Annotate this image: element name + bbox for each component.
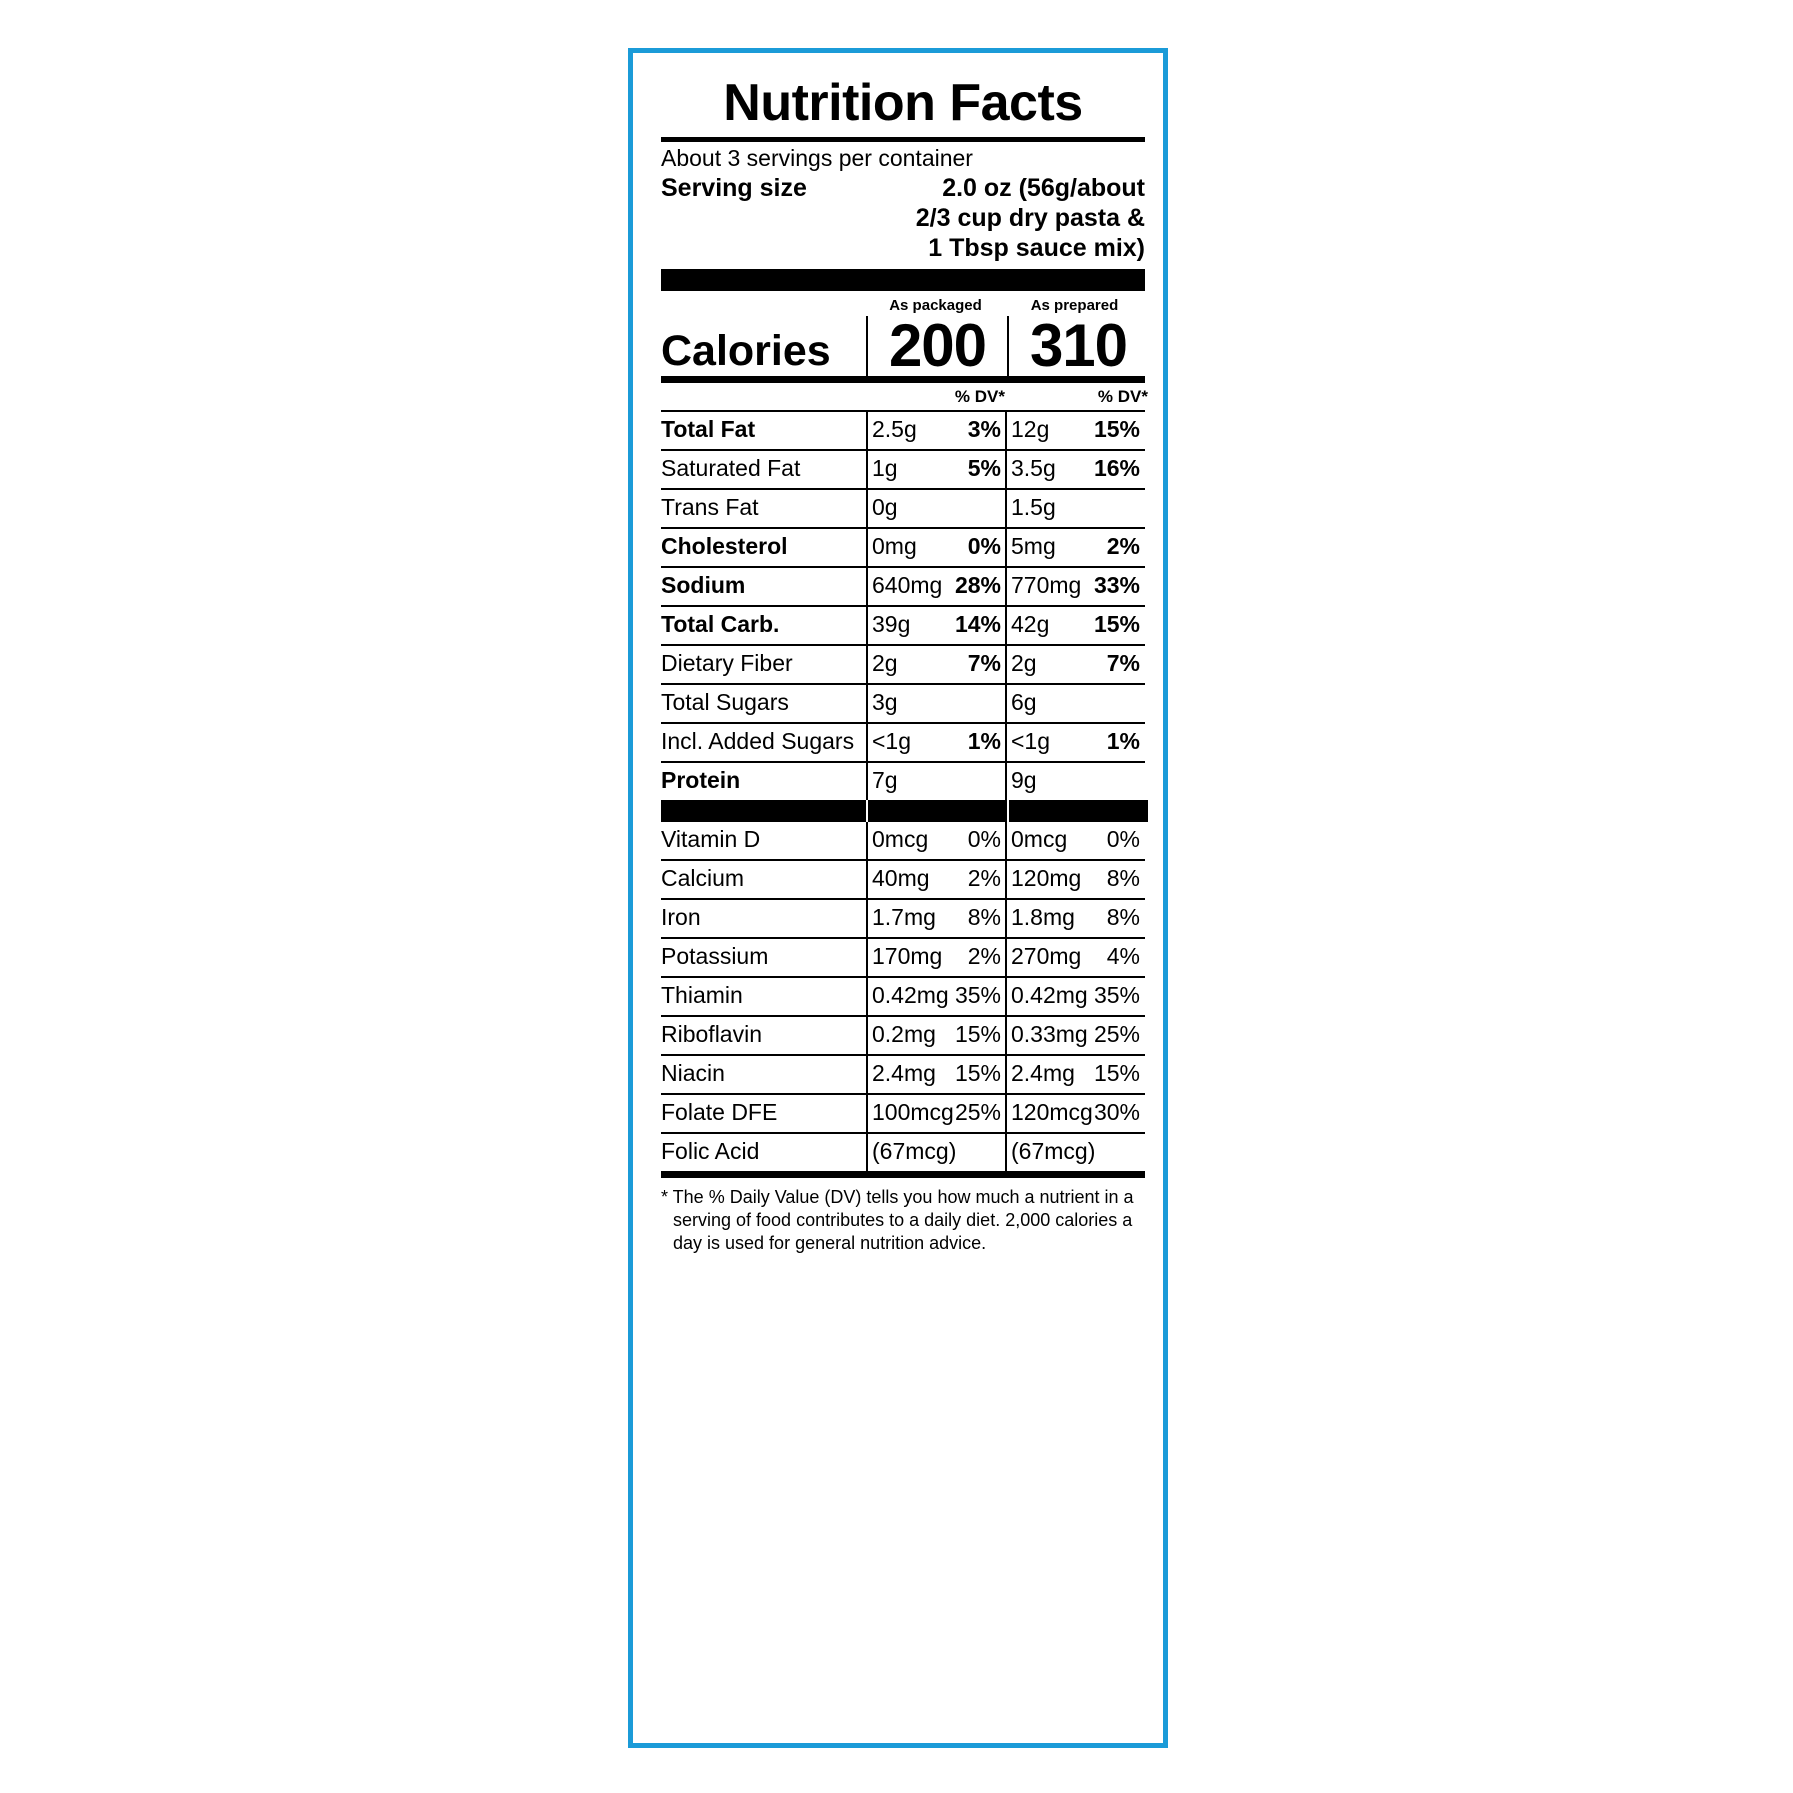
serving-divider-thick <box>661 269 1145 291</box>
nutrient-cell-as-packaged <box>866 1017 1005 1054</box>
nutrient-name: Thiamin <box>661 981 743 1008</box>
nutrient-daily-value: 5% <box>967 454 1001 481</box>
nutrient-name: Sodium <box>661 571 746 598</box>
nutrient-amount: 0mg <box>872 532 917 559</box>
nutrient-name: Total Sugars <box>661 688 789 715</box>
nutrient-amount: 0g <box>872 493 898 520</box>
nutrient-daily-value: 15% <box>1093 415 1140 442</box>
nutrient-amount: 2.4mg <box>872 1059 936 1086</box>
nutrient-amount: 0mcg <box>1011 825 1068 852</box>
nutrient-name: Iron <box>661 903 701 930</box>
nutrient-amount: 2.5g <box>872 415 917 442</box>
nutrient-amount: 1.8mg <box>1011 903 1075 930</box>
table-row <box>661 644 1145 683</box>
nutrient-cell-as-prepared <box>1005 568 1144 605</box>
nutrient-amount: 1g <box>872 454 898 481</box>
nutrient-cell-as-prepared <box>1005 763 1144 800</box>
nutrient-name: Folic Acid <box>661 1137 760 1164</box>
servings-per-container: About 3 servings per container <box>661 145 973 171</box>
table-row <box>661 761 1145 800</box>
nutrient-amount: 0.33mg <box>1011 1020 1088 1047</box>
nutrient-daily-value: 2% <box>967 942 1001 969</box>
nutrient-name: Niacin <box>661 1059 725 1086</box>
serving-size-value-line1: 2.0 oz (56g/about <box>942 173 1145 202</box>
nutrient-cell-as-packaged <box>866 1134 1005 1171</box>
nutrient-daily-value: 1% <box>1106 727 1140 754</box>
nutrient-daily-value: 35% <box>1093 981 1140 1008</box>
nutrient-amount: 120mcg <box>1011 1098 1093 1125</box>
table-row <box>661 822 1145 859</box>
nutrient-daily-value: 4% <box>1106 942 1140 969</box>
table-row <box>661 683 1145 722</box>
nutrient-daily-value: 25% <box>1093 1020 1140 1047</box>
nutrient-amount: 2.4mg <box>1011 1059 1075 1086</box>
table-row <box>661 449 1145 488</box>
nutrient-cell-as-packaged <box>866 900 1005 937</box>
nutrient-cell-as-packaged <box>866 607 1005 644</box>
table-row <box>661 898 1145 937</box>
nutrient-daily-value: 14% <box>954 610 1001 637</box>
nutrient-amount: 2g <box>1011 649 1037 676</box>
nutrient-name: Cholesterol <box>661 532 788 559</box>
table-row <box>661 1054 1145 1093</box>
table-row <box>661 527 1145 566</box>
nutrient-cell-as-prepared <box>1005 685 1144 722</box>
nutrient-name: Vitamin D <box>661 825 761 852</box>
table-row <box>661 488 1145 527</box>
table-row <box>661 605 1145 644</box>
nutrient-amount: 40mg <box>872 864 930 891</box>
calories-label: Calories <box>661 326 831 375</box>
nutrient-cell-as-prepared <box>1005 451 1144 488</box>
nutrient-cell-as-prepared <box>1005 900 1144 937</box>
nutrient-cell-as-packaged <box>866 490 1005 527</box>
nutrient-daily-value: 15% <box>954 1059 1001 1086</box>
nutrient-cell-as-prepared <box>1005 412 1144 449</box>
table-row <box>661 1015 1145 1054</box>
nutrient-name: Trans Fat <box>661 493 759 520</box>
nutrient-name: Total Fat <box>661 415 756 442</box>
nutrient-cell-as-prepared <box>1005 978 1144 1015</box>
nutrient-daily-value: 1% <box>967 727 1001 754</box>
nutrient-daily-value: 8% <box>967 903 1001 930</box>
nutrient-name: Protein <box>661 766 741 793</box>
column-header-as-prepared: As prepared <box>1030 296 1119 314</box>
nutrient-amount: 42g <box>1011 610 1050 637</box>
nutrient-amount: <1g <box>872 727 912 754</box>
nutrient-amount: 6g <box>1011 688 1037 715</box>
footnote-divider <box>661 1171 1145 1178</box>
nutrient-cell-as-packaged <box>866 724 1005 761</box>
table-row <box>661 722 1145 761</box>
nutrient-cell-as-prepared <box>1005 1017 1144 1054</box>
nutrient-daily-value: 0% <box>1106 825 1140 852</box>
nutrient-name: Riboflavin <box>661 1020 762 1047</box>
nutrient-cell-as-packaged <box>866 763 1005 800</box>
nutrition-facts-label <box>661 71 1148 1255</box>
nutrient-daily-value: 30% <box>1093 1098 1140 1125</box>
nutrient-name: Potassium <box>661 942 769 969</box>
nutrient-daily-value: 28% <box>954 571 1001 598</box>
nutrient-cell-as-prepared <box>1005 1056 1144 1093</box>
nutrient-cell-as-packaged <box>866 1056 1005 1093</box>
serving-size-value-line3: 1 Tbsp sauce mix) <box>928 233 1145 262</box>
nutrient-amount: 0.2mg <box>872 1020 936 1047</box>
nutrient-cell-as-packaged <box>866 939 1005 976</box>
nutrient-amount: 12g <box>1011 415 1050 442</box>
divider-mid-segment <box>866 800 1007 822</box>
nutrient-daily-value: 7% <box>1106 649 1140 676</box>
nutrient-name: Saturated Fat <box>661 454 801 481</box>
dv-header-as-packaged: % DV* <box>954 386 1005 406</box>
table-row <box>661 410 1145 449</box>
table-row <box>661 937 1145 976</box>
dv-header-as-prepared: % DV* <box>1097 386 1148 406</box>
serving-size-value <box>916 173 1145 263</box>
nutrient-amount: (67mcg) <box>1011 1137 1096 1164</box>
nutrient-amount: 39g <box>872 610 911 637</box>
nutrient-amount: 7g <box>872 766 898 793</box>
nutrient-amount: 170mg <box>872 942 943 969</box>
table-row <box>661 976 1145 1015</box>
nutrient-daily-value: 2% <box>967 864 1001 891</box>
nutrient-daily-value: 15% <box>1093 610 1140 637</box>
nutrient-cell-as-packaged <box>866 412 1005 449</box>
vitamin-rows <box>661 822 1145 1171</box>
nutrient-daily-value: 2% <box>1106 532 1140 559</box>
nutrient-amount: 3.5g <box>1011 454 1056 481</box>
nutrient-daily-value: 0% <box>967 825 1001 852</box>
nutrient-name: Dietary Fiber <box>661 649 793 676</box>
nutrient-cell-as-packaged <box>866 451 1005 488</box>
nutrient-daily-value: 8% <box>1106 903 1140 930</box>
serving-size-label: Serving size <box>661 173 807 202</box>
nutrient-cell-as-prepared <box>1005 490 1144 527</box>
nutrient-name: Total Carb. <box>661 610 780 637</box>
nutrient-amount: 0.42mg <box>1011 981 1088 1008</box>
nutrient-daily-value: 8% <box>1106 864 1140 891</box>
nutrient-amount: 0.42mg <box>872 981 949 1008</box>
nutrient-daily-value: 25% <box>954 1098 1001 1125</box>
nutrient-cell-as-packaged <box>866 529 1005 566</box>
dv-header-spacer <box>661 387 866 407</box>
nutrient-amount: 0mcg <box>872 825 929 852</box>
nutrient-name: Folate DFE <box>661 1098 778 1125</box>
nutrient-cell-as-prepared <box>1005 939 1144 976</box>
calories-as-packaged-value: 200 <box>866 316 1007 376</box>
nutrient-daily-value: 16% <box>1093 454 1140 481</box>
nutrients-divider-thick <box>661 800 1145 822</box>
nutrient-cell-as-prepared <box>1005 1095 1144 1132</box>
nutrient-daily-value: 33% <box>1093 571 1140 598</box>
nutrient-cell-as-prepared <box>1005 646 1144 683</box>
nutrient-amount: 120mg <box>1011 864 1082 891</box>
nutrient-daily-value: 3% <box>967 415 1001 442</box>
divider-right-segment <box>1007 800 1148 822</box>
column-header-spacer <box>661 297 866 314</box>
nutrient-cell-as-prepared <box>1005 529 1144 566</box>
nutrient-name: Calcium <box>661 864 745 891</box>
nutrient-cell-as-packaged <box>866 568 1005 605</box>
column-header-as-packaged: As packaged <box>889 296 982 314</box>
nutrient-cell-as-packaged <box>866 646 1005 683</box>
nutrient-cell-as-packaged <box>866 822 1005 859</box>
nutrient-daily-value: 0% <box>967 532 1001 559</box>
nutrient-cell-as-prepared <box>1005 1134 1144 1171</box>
nutrient-cell-as-packaged <box>866 1095 1005 1132</box>
nutrient-cell-as-prepared <box>1005 822 1144 859</box>
column-headers <box>661 291 1145 314</box>
nutrient-amount: 3g <box>872 688 898 715</box>
nutrient-amount: 9g <box>1011 766 1037 793</box>
nutrition-label-panel <box>628 48 1168 1748</box>
table-row <box>661 566 1145 605</box>
nutrient-amount: 5mg <box>1011 532 1056 559</box>
serving-size-value-line2: 2/3 cup dry pasta & <box>915 203 1145 232</box>
calories-row <box>661 311 1145 379</box>
calories-as-prepared-value: 310 <box>1007 316 1148 376</box>
nutrient-amount: 770mg <box>1011 571 1082 598</box>
nutrient-amount: 1.5g <box>1011 493 1056 520</box>
nutrient-amount: 270mg <box>1011 942 1082 969</box>
nutrient-daily-value: 15% <box>1093 1059 1140 1086</box>
nutrient-amount: 100mcg <box>872 1098 954 1125</box>
page-title: Nutrition Facts <box>723 74 1083 132</box>
nutrient-daily-value: 7% <box>967 649 1001 676</box>
footnote-text: * The % Daily Value (DV) tells you how much a nutrient in a serving of food contributes to a daily diet. 2,000 calories a day is used for general nutrition advice. <box>661 1186 1134 1253</box>
nutrient-cell-as-packaged <box>866 978 1005 1015</box>
nutrient-cell-as-packaged <box>866 861 1005 898</box>
nutrient-amount: 640mg <box>872 571 943 598</box>
nutrient-cell-as-prepared <box>1005 861 1144 898</box>
nutrient-daily-value: 15% <box>954 1020 1001 1047</box>
nutrient-cell-as-prepared <box>1005 724 1144 761</box>
table-row <box>661 859 1145 898</box>
nutrient-amount: (67mcg) <box>872 1137 957 1164</box>
nutrient-amount: 1.7mg <box>872 903 936 930</box>
table-row <box>661 1093 1145 1132</box>
serving-size-row <box>661 173 1145 269</box>
nutrient-daily-value: 35% <box>954 981 1001 1008</box>
nutrient-cell-as-packaged <box>866 685 1005 722</box>
table-row <box>661 1132 1145 1171</box>
nutrient-rows <box>661 410 1145 800</box>
divider-left-segment <box>661 800 866 822</box>
nutrient-name: Incl. Added Sugars <box>661 727 855 754</box>
nutrient-amount: <1g <box>1011 727 1051 754</box>
nutrient-amount: 2g <box>872 649 898 676</box>
daily-value-headers <box>661 383 1148 410</box>
nutrient-cell-as-prepared <box>1005 607 1144 644</box>
